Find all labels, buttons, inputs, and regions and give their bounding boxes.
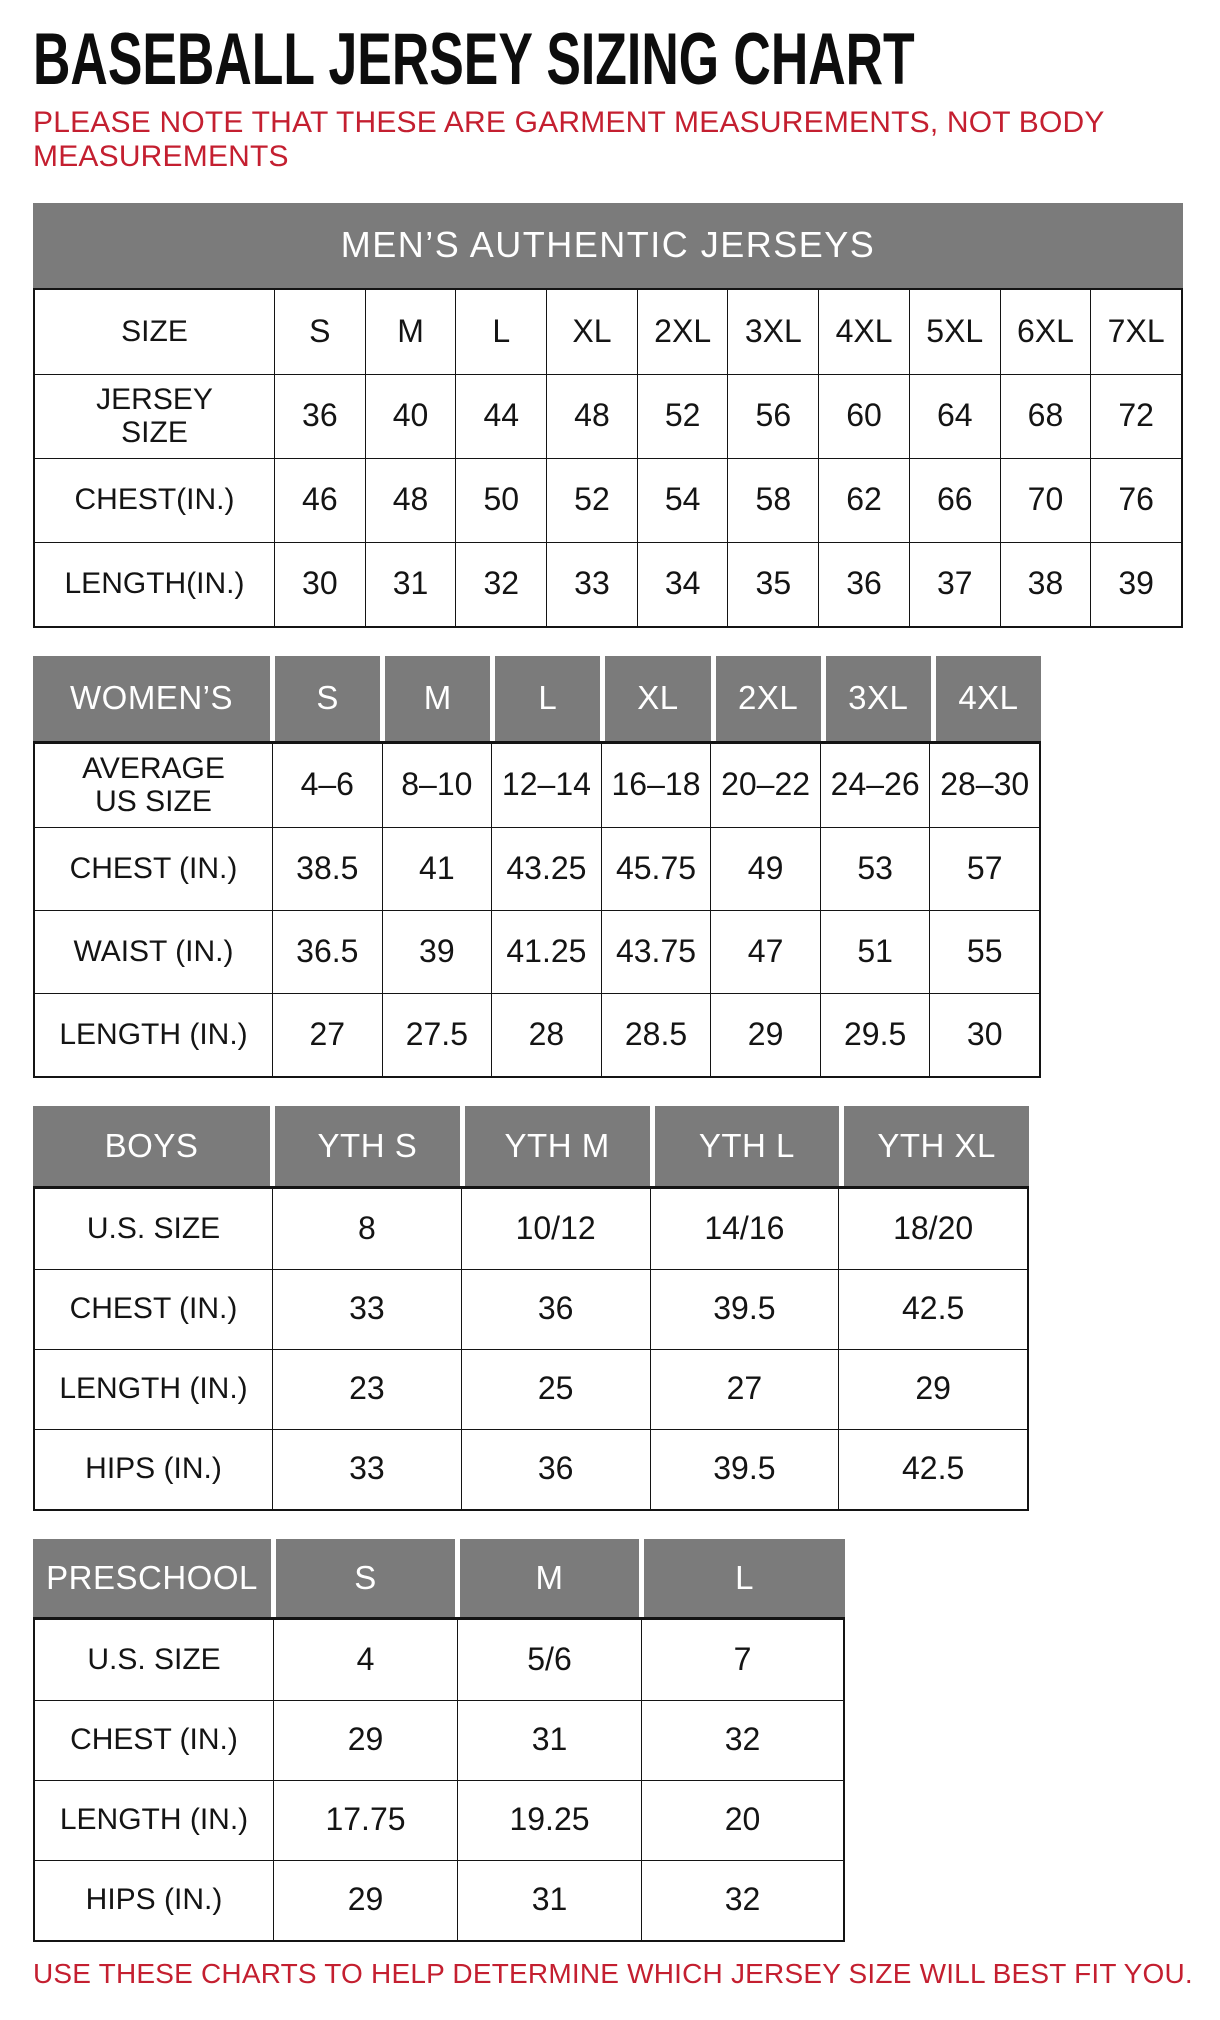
- mens-value-cell: 40: [365, 374, 456, 458]
- mens-value-cell: 31: [365, 542, 456, 626]
- mens-value-cell: 44: [455, 374, 546, 458]
- womens-row-label: LENGTH (IN.): [35, 993, 272, 1076]
- boys-sizing-table: [33, 1106, 1220, 1511]
- preschool-table-header-row: [33, 1539, 845, 1617]
- preschool-value-cell: 31: [457, 1700, 641, 1780]
- mens-value-cell: 48: [365, 458, 456, 542]
- mens-value-cell: 50: [455, 458, 546, 542]
- womens-value-cell: 45.75: [601, 827, 711, 910]
- mens-value-cell: M: [365, 290, 456, 374]
- mens-value-cell: 36: [818, 542, 909, 626]
- womens-value-cell: 41: [382, 827, 492, 910]
- womens-column-header: M: [380, 656, 490, 741]
- boys-value-cell: 23: [272, 1349, 461, 1429]
- boys-value-cell: 10/12: [461, 1189, 650, 1269]
- preschool-value-cell: 32: [641, 1860, 843, 1940]
- mens-value-cell: 56: [727, 374, 818, 458]
- boys-table-title: BOYS: [33, 1106, 270, 1186]
- mens-value-cell: 37: [909, 542, 1000, 626]
- preschool-value-cell: 7: [641, 1620, 843, 1700]
- womens-column-header: 4XL: [931, 656, 1041, 741]
- mens-value-cell: 4XL: [818, 290, 909, 374]
- womens-value-cell: 49: [710, 827, 820, 910]
- mens-value-cell: 58: [727, 458, 818, 542]
- womens-value-cell: 38.5: [272, 827, 382, 910]
- boys-value-cell: 36: [461, 1269, 650, 1349]
- mens-value-cell: 32: [455, 542, 546, 626]
- preschool-row-label: U.S. SIZE: [87, 1642, 221, 1676]
- womens-sizing-table: [33, 656, 1220, 1078]
- preschool-row-label: LENGTH (IN.): [35, 1780, 273, 1860]
- boys-table-body: [33, 1186, 1029, 1511]
- preschool-value-cell: 32: [641, 1700, 843, 1780]
- womens-value-cell: 12–14: [491, 744, 601, 827]
- boys-column-header: YTH M: [460, 1106, 650, 1186]
- mens-table-body: [33, 288, 1183, 628]
- womens-value-cell: 28.5: [601, 993, 711, 1076]
- mens-value-cell: 7XL: [1090, 290, 1181, 374]
- preschool-row-label: CHEST (IN.): [35, 1700, 273, 1780]
- womens-value-cell: 39: [382, 910, 492, 993]
- preschool-value-cell: 20: [641, 1780, 843, 1860]
- page-title: BASEBALL JERSEY SIZING CHART: [33, 18, 915, 100]
- womens-row-label: WAIST (IN.): [35, 910, 272, 993]
- mens-value-cell: 70: [1000, 458, 1091, 542]
- preschool-value-cell: 29: [273, 1860, 457, 1940]
- mens-value-cell: 68: [1000, 374, 1091, 458]
- womens-table-header-row: [33, 656, 1041, 741]
- mens-value-cell: 48: [546, 374, 637, 458]
- mens-row-label: SIZE: [121, 314, 188, 348]
- womens-value-cell: 28–30: [929, 744, 1039, 827]
- mens-value-cell: 72: [1090, 374, 1181, 458]
- mens-table-banner: MEN’S AUTHENTIC JERSEYS: [33, 203, 1183, 288]
- mens-value-cell: 64: [909, 374, 1000, 458]
- boys-value-cell: 39.5: [650, 1429, 839, 1509]
- mens-sizing-table: [33, 203, 1220, 628]
- womens-column-header: L: [490, 656, 600, 741]
- mens-value-cell: 3XL: [727, 290, 818, 374]
- boys-column-header: YTH L: [650, 1106, 840, 1186]
- boys-value-cell: 27: [650, 1349, 839, 1429]
- preschool-table-body: [33, 1617, 845, 1942]
- mens-value-cell: 33: [546, 542, 637, 626]
- boys-value-cell: 25: [461, 1349, 650, 1429]
- womens-column-header: 2XL: [711, 656, 821, 741]
- boys-value-cell: 14/16: [650, 1189, 839, 1269]
- boys-value-cell: 33: [272, 1269, 461, 1349]
- boys-row-label: CHEST (IN.): [35, 1269, 272, 1349]
- womens-table-title: WOMEN’S: [33, 656, 270, 741]
- mens-value-cell: 36: [274, 374, 365, 458]
- mens-value-cell: XL: [546, 290, 637, 374]
- mens-value-cell: 52: [637, 374, 728, 458]
- mens-value-cell: 54: [637, 458, 728, 542]
- preschool-column-header: M: [455, 1539, 639, 1617]
- mens-value-cell: 5XL: [909, 290, 1000, 374]
- mens-value-cell: S: [274, 290, 365, 374]
- womens-value-cell: 29: [710, 993, 820, 1076]
- mens-value-cell: 39: [1090, 542, 1181, 626]
- boys-column-header: YTH XL: [839, 1106, 1029, 1186]
- boys-column-header: YTH S: [270, 1106, 460, 1186]
- mens-value-cell: 2XL: [637, 290, 728, 374]
- preschool-row-label: HIPS (IN.): [35, 1860, 273, 1940]
- boys-row-label: LENGTH (IN.): [35, 1349, 272, 1429]
- boys-value-cell: 29: [838, 1349, 1027, 1429]
- womens-value-cell: 57: [929, 827, 1039, 910]
- boys-value-cell: 33: [272, 1429, 461, 1509]
- womens-row-label: AVERAGE US SIZE: [82, 751, 225, 819]
- preschool-column-header: S: [271, 1539, 455, 1617]
- mens-row-label: JERSEY SIZE: [35, 374, 274, 458]
- womens-value-cell: 8–10: [382, 744, 492, 827]
- womens-row-label: CHEST (IN.): [35, 827, 272, 910]
- mens-value-cell: 52: [546, 458, 637, 542]
- boys-value-cell: 42.5: [838, 1269, 1027, 1349]
- womens-value-cell: 51: [820, 910, 930, 993]
- boys-value-cell: 8: [272, 1189, 461, 1269]
- mens-value-cell: 30: [274, 542, 365, 626]
- preschool-value-cell: 5/6: [457, 1620, 641, 1700]
- boys-value-cell: 18/20: [838, 1189, 1027, 1269]
- mens-value-cell: L: [455, 290, 546, 374]
- womens-value-cell: 27.5: [382, 993, 492, 1076]
- womens-value-cell: 24–26: [820, 744, 930, 827]
- womens-column-header: 3XL: [821, 656, 931, 741]
- mens-value-cell: 46: [274, 458, 365, 542]
- boys-row-label: U.S. SIZE: [86, 1211, 221, 1245]
- mens-value-cell: 66: [909, 458, 1000, 542]
- womens-value-cell: 47: [710, 910, 820, 993]
- womens-value-cell: 55: [929, 910, 1039, 993]
- boys-value-cell: 36: [461, 1429, 650, 1509]
- mens-value-cell: 62: [818, 458, 909, 542]
- womens-value-cell: 16–18: [601, 744, 711, 827]
- womens-value-cell: 30: [929, 993, 1039, 1076]
- preschool-table-title: PRESCHOOL: [33, 1539, 271, 1617]
- womens-value-cell: 36.5: [272, 910, 382, 993]
- preschool-value-cell: 31: [457, 1860, 641, 1940]
- womens-table-body: [33, 741, 1041, 1078]
- womens-value-cell: 20–22: [710, 744, 820, 827]
- boys-row-label: HIPS (IN.): [35, 1429, 272, 1509]
- womens-value-cell: 41.25: [491, 910, 601, 993]
- boys-value-cell: 42.5: [838, 1429, 1027, 1509]
- preschool-value-cell: 17.75: [273, 1780, 457, 1860]
- womens-value-cell: 4–6: [272, 744, 382, 827]
- womens-value-cell: 53: [820, 827, 930, 910]
- mens-value-cell: 6XL: [1000, 290, 1091, 374]
- preschool-sizing-table: [33, 1539, 1220, 1942]
- garment-measurements-note: PLEASE NOTE THAT THESE ARE GARMENT MEASUREMENTS, NOT BODY MEASUREMENTS: [33, 105, 1105, 174]
- mens-value-cell: 35: [727, 542, 818, 626]
- womens-value-cell: 28: [491, 993, 601, 1076]
- womens-value-cell: 27: [272, 993, 382, 1076]
- mens-value-cell: 60: [818, 374, 909, 458]
- womens-column-header: XL: [600, 656, 710, 741]
- mens-row-label: CHEST(IN.): [35, 458, 274, 542]
- preschool-column-header: L: [639, 1539, 845, 1617]
- boys-table-header-row: [33, 1106, 1029, 1186]
- womens-value-cell: 43.25: [491, 827, 601, 910]
- mens-value-cell: 76: [1090, 458, 1181, 542]
- footer-note: USE THESE CHARTS TO HELP DETERMINE WHICH JERSEY SIZE WILL BEST FIT YOU.: [33, 1957, 1193, 1989]
- mens-row-label: LENGTH(IN.): [35, 542, 274, 626]
- preschool-value-cell: 29: [273, 1700, 457, 1780]
- preschool-value-cell: 4: [273, 1620, 457, 1700]
- mens-value-cell: 38: [1000, 542, 1091, 626]
- womens-value-cell: 29.5: [820, 993, 930, 1076]
- mens-value-cell: 34: [637, 542, 728, 626]
- womens-column-header: S: [270, 656, 380, 741]
- boys-value-cell: 39.5: [650, 1269, 839, 1349]
- preschool-value-cell: 19.25: [457, 1780, 641, 1860]
- womens-value-cell: 43.75: [601, 910, 711, 993]
